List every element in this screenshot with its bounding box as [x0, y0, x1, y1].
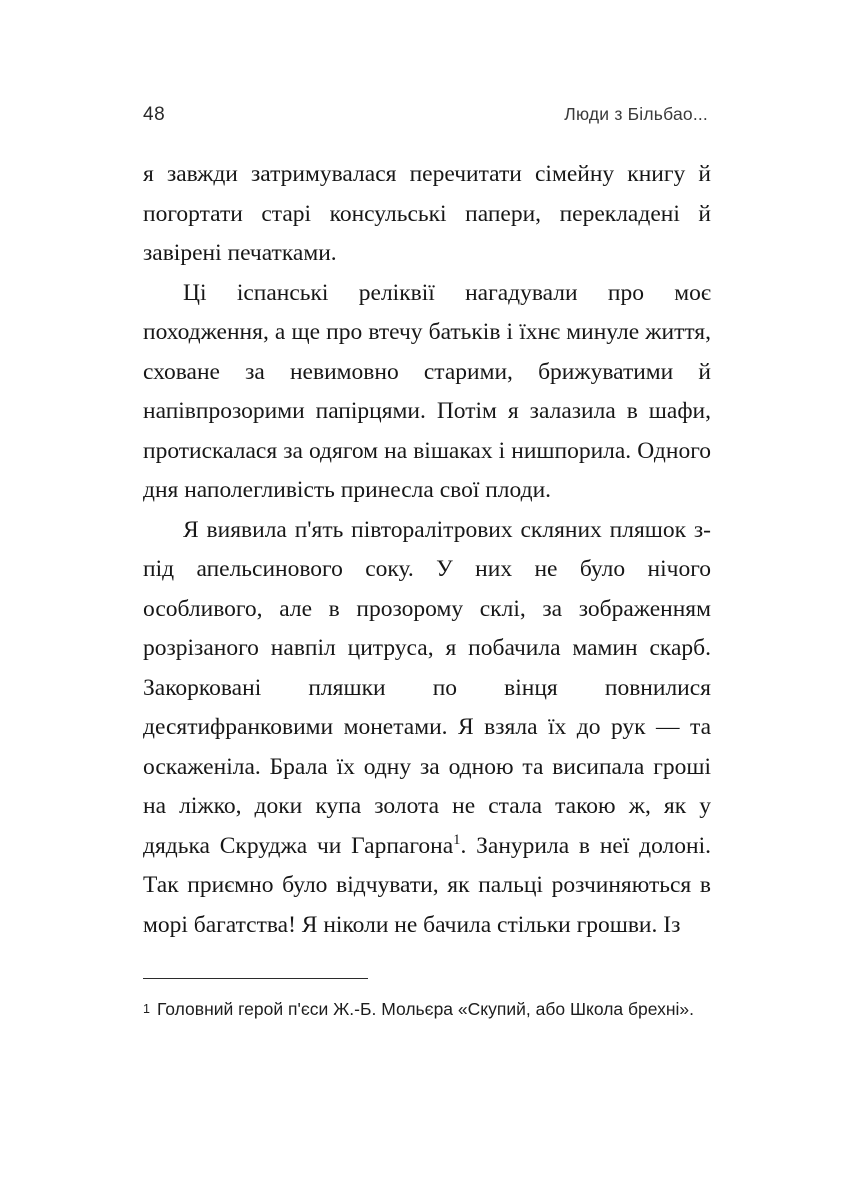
footnote-reference-1[interactable]: 1	[453, 831, 461, 848]
footnote-marker: 1	[143, 1002, 150, 1016]
footnote-text: Головний герой п'єси Ж.-Б. Мольєра «Скупий, або Школа брехні».	[157, 999, 695, 1019]
paragraph: Ці іспанські реліквії нагадували про моє походження, а ще про втечу батьків і їхнє минуле життя, сховане за невимовно старими, брижуватими й напівпрозорими папірцями. Потім я залазила в шафи, протискалася за одягом на вішаках і нишпорила. Одного дня наполегливість принесла свої плоди.	[143, 279, 711, 503]
body-text	[143, 155, 711, 945]
paragraph-with-footnote	[143, 511, 711, 946]
footnote-zone	[143, 978, 711, 1024]
page-number: 48	[143, 104, 166, 125]
running-title: Люди з Більбао...	[564, 104, 708, 124]
footnote-item	[143, 995, 711, 1024]
footnote-separator-rule	[143, 978, 368, 979]
page-header	[143, 104, 708, 126]
paragraph: я завжди затримувалася перечитати сімейну книгу й погортати старі консульські папери, перекладені й завірені печатками.	[143, 161, 711, 266]
paragraph-text-before-footnote: Я виявила п'ять півторалітрових скляних пляшок з-під апельсинового соку. У них не було нічого особливого, але в прозорому склі, за зображенням розрізаного навпіл цитруса, я побачила мамин скарб. Закорковані пляшки по вінця повнилися десятифранковими монетами. Я взяла їх до рук — та оскаженіла. Брала їх одну за одною та висипала гроші на ліжко, доки купа золота не стала такою ж, як у дядька Скруджа чи Гарпагона	[143, 516, 711, 859]
paragraph-text-after-footnote: . Занурила в неї долоні. Так приємно було відчувати, як пальці розчиняються в морі багатства! Я ніколи не бачила стільки грошви. Із	[143, 832, 712, 938]
